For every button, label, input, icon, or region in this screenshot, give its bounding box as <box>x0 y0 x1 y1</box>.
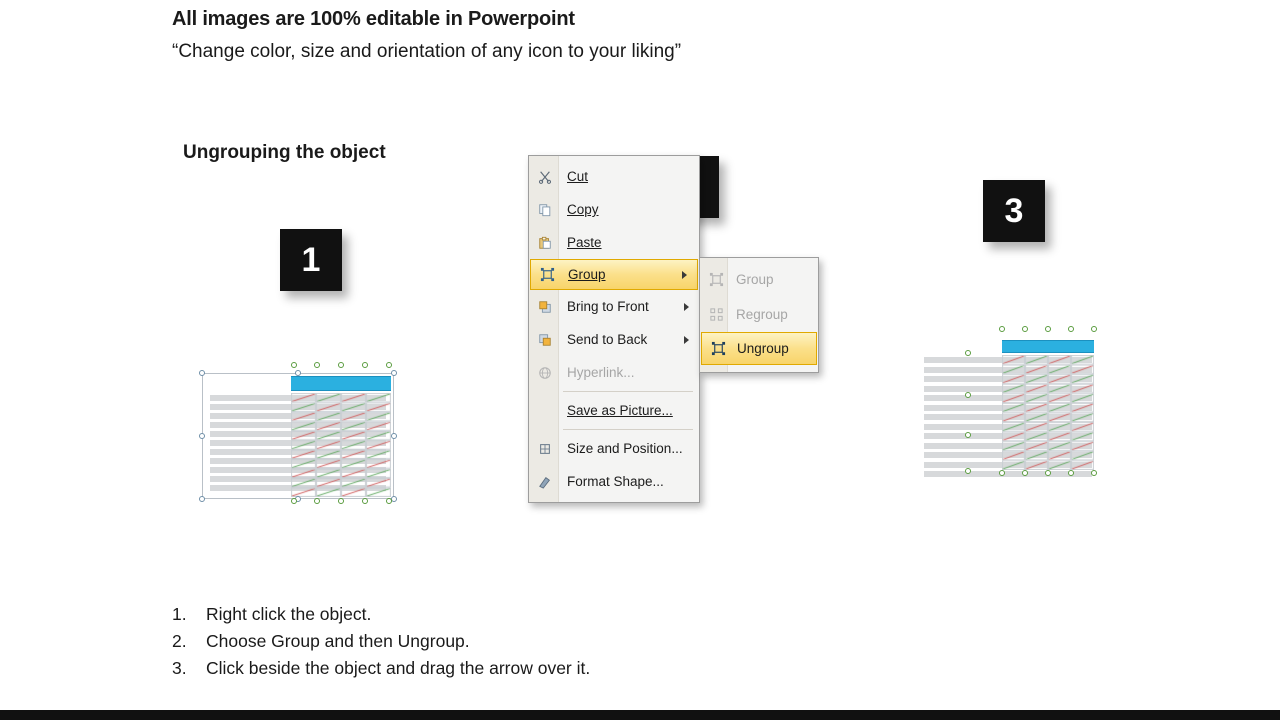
selection-handle[interactable] <box>1045 326 1051 332</box>
selection-handle[interactable] <box>362 362 368 368</box>
selection-handle[interactable] <box>199 433 205 439</box>
step-number: 2. <box>172 631 187 651</box>
submenu-item-group-label: Group <box>736 272 774 287</box>
menu-item-copy-label: Copy <box>567 202 599 217</box>
menu-item-size-and-position-label: Size and Position... <box>567 441 683 456</box>
selection-handle[interactable] <box>1091 470 1097 476</box>
header-bar <box>291 376 391 391</box>
page-title: All images are 100% editable in Powerpoint <box>172 8 575 30</box>
group-icon <box>538 266 556 284</box>
menu-item-format-shape[interactable] <box>529 465 699 498</box>
selection-handle[interactable] <box>965 432 971 438</box>
chevron-right-icon <box>684 303 689 311</box>
step-badge-3: 3 <box>983 180 1045 242</box>
group-icon <box>707 271 725 289</box>
submenu-item-ungroup[interactable] <box>701 332 817 365</box>
selection-handle[interactable] <box>295 370 301 376</box>
size-position-icon <box>536 440 554 458</box>
selection-handle[interactable] <box>199 496 205 502</box>
selection-handle[interactable] <box>314 362 320 368</box>
submenu-item-regroup <box>700 297 818 332</box>
menu-separator <box>563 429 693 430</box>
submenu-item-group <box>700 262 818 297</box>
selection-handle[interactable] <box>362 498 368 504</box>
menu-item-group-label: Group <box>568 267 606 282</box>
selection-handle[interactable] <box>1091 326 1097 332</box>
format-shape-icon <box>536 473 554 491</box>
selection-handle[interactable] <box>391 370 397 376</box>
menu-item-cut-label: Cut <box>567 169 589 184</box>
scissors-icon <box>536 168 554 186</box>
menu-item-bring-to-front[interactable] <box>529 290 699 323</box>
selection-handle[interactable] <box>314 498 320 504</box>
selection-handle[interactable] <box>1068 470 1074 476</box>
hatched-cells <box>291 393 391 497</box>
menu-item-save-as-picture-label: Save as Picture... <box>567 403 673 418</box>
step-number: 1. <box>172 604 187 624</box>
hatched-cells <box>1002 355 1094 470</box>
grouped-object-illustration <box>202 373 394 499</box>
list-item <box>172 631 590 652</box>
selection-handle[interactable] <box>391 433 397 439</box>
list-item <box>172 658 590 679</box>
menu-item-send-to-back[interactable] <box>529 323 699 356</box>
menu-connector-vertical <box>699 188 700 258</box>
menu-item-paste-label: Paste <box>567 235 602 250</box>
menu-item-save-as-picture[interactable] <box>529 394 699 427</box>
menu-item-cut[interactable] <box>529 160 699 193</box>
selection-handle[interactable] <box>291 362 297 368</box>
menu-item-paste[interactable] <box>529 226 699 259</box>
copy-icon <box>536 201 554 219</box>
selection-handle[interactable] <box>291 498 297 504</box>
list-item <box>172 604 590 625</box>
menu-item-group[interactable] <box>530 259 698 290</box>
step-number: 3. <box>172 658 187 678</box>
step-text: Choose Group and then Ungroup. <box>206 631 470 651</box>
selection-handle[interactable] <box>1022 470 1028 476</box>
chevron-right-icon <box>682 271 687 279</box>
selection-handle[interactable] <box>386 362 392 368</box>
page-subtitle: “Change color, size and orientation of any icon to your liking” <box>172 41 682 62</box>
menu-item-copy[interactable] <box>529 193 699 226</box>
selection-handle[interactable] <box>386 498 392 504</box>
submenu-item-ungroup-label: Ungroup <box>737 341 789 356</box>
header-bar <box>1002 340 1094 353</box>
selection-handle[interactable] <box>1068 326 1074 332</box>
menu-item-size-and-position[interactable] <box>529 432 699 465</box>
submenu-item-regroup-label: Regroup <box>736 307 788 322</box>
bottom-bar <box>0 710 1280 720</box>
chevron-right-icon <box>684 336 689 344</box>
selection-handle[interactable] <box>199 370 205 376</box>
table-row <box>924 471 1092 477</box>
bring-to-front-icon <box>536 298 554 316</box>
section-heading: Ungrouping the object <box>183 142 386 163</box>
hyperlink-icon <box>536 364 554 382</box>
menu-item-hyperlink-label: Hyperlink... <box>567 365 635 380</box>
menu-item-bring-to-front-label: Bring to Front <box>567 299 649 314</box>
step-badge-1: 1 <box>280 229 342 291</box>
menu-separator <box>563 391 693 392</box>
selection-handle[interactable] <box>965 392 971 398</box>
step-text: Click beside the object and drag the arrow over it. <box>206 658 591 678</box>
send-to-back-icon <box>536 331 554 349</box>
menu-item-hyperlink <box>529 356 699 389</box>
selection-handle[interactable] <box>965 350 971 356</box>
context-menu[interactable] <box>528 155 700 503</box>
selection-handle[interactable] <box>999 470 1005 476</box>
selection-handle[interactable] <box>1045 470 1051 476</box>
instruction-steps <box>172 604 590 685</box>
menu-item-format-shape-label: Format Shape... <box>567 474 664 489</box>
selection-handle[interactable] <box>338 362 344 368</box>
selection-handle[interactable] <box>1022 326 1028 332</box>
selection-handle[interactable] <box>999 326 1005 332</box>
regroup-icon <box>707 306 725 324</box>
step-text: Right click the object. <box>206 604 372 624</box>
menu-item-send-to-back-label: Send to Back <box>567 332 648 347</box>
ungroup-icon <box>709 340 727 358</box>
selection-handle[interactable] <box>965 468 971 474</box>
selection-handle[interactable] <box>338 498 344 504</box>
paste-icon <box>536 234 554 252</box>
group-submenu[interactable] <box>699 257 819 373</box>
ungrouped-object-illustration <box>922 335 1097 475</box>
